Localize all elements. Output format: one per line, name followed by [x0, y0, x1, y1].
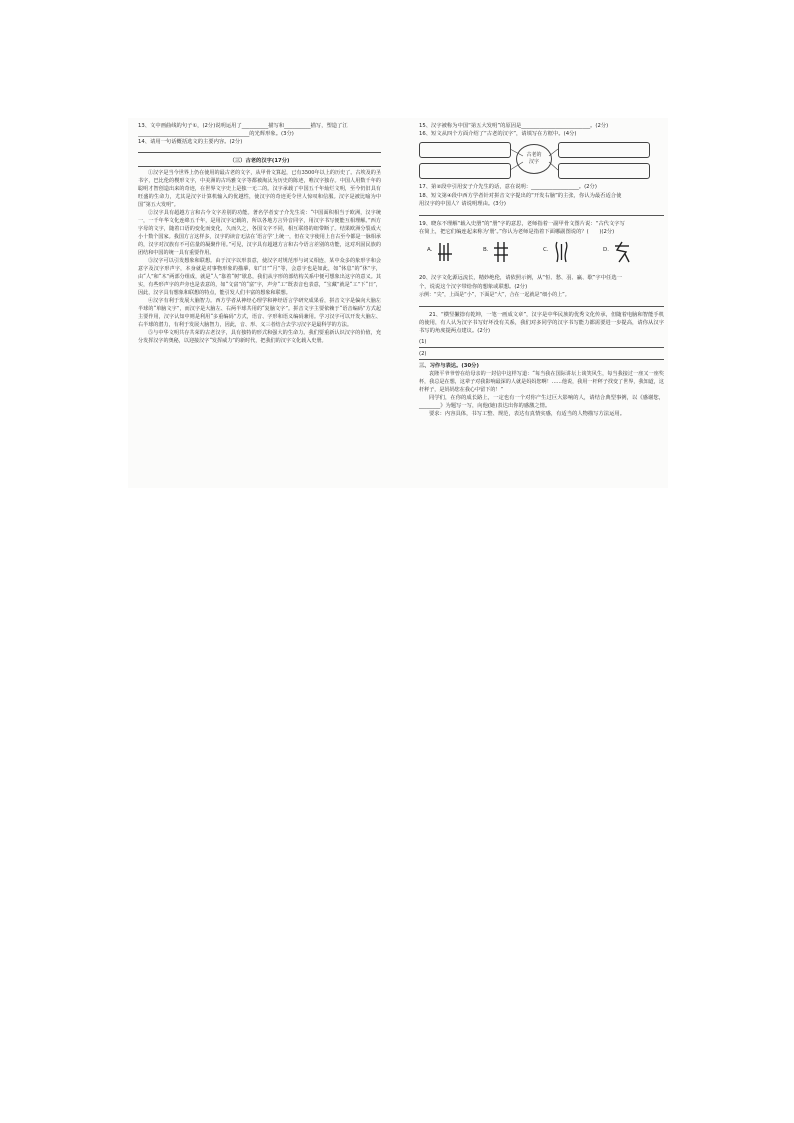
- question-20-example: 示例：“尖”，上面是“小”，下面是“大”，合在一起就是“细小的上”。: [419, 291, 570, 298]
- title-divider: [138, 166, 381, 167]
- four-aspects-diagram: [419, 140, 664, 180]
- center-label-1: 古老的: [526, 152, 542, 159]
- center-label-2: 汉字: [528, 159, 539, 166]
- option-c-label[interactable]: C.: [543, 247, 549, 254]
- aspect-box-3[interactable]: [558, 142, 650, 158]
- article-paragraph-3: ③汉字可以引发想象和联想。由于汉字以形表意，使汉字对规范形与词义相连，某中众多的象形字和会意字及汉字形声字，本身就是对事物形象的描摹，如“日”“月”等，会意字也是如此，如“休息”的“休”字，由“人”和“木”两部分组成，就是“人”靠着“树”歇息，我们从字形的部结构关系中便可想象出这字的意义。其实，有些形声字的声旁也是表意的，如“文富”的“富”字，声旁“工”既表音也表意，“宝藏”就是“工”下“日”，因此，汉字具有想象和联想的特点，能引发人们丰富的想象和联想。: [138, 257, 381, 296]
- article-paragraph-5: ⑤与中华文明共存共荣的古老汉字，具有独特的形式和强大的生命力。我们要重新认识汉字的价值，充分发挥汉字的奥秘，以迎接汉字“发挥威力”的新时代，把我们的汉字文化载入史册。: [138, 329, 381, 344]
- oracle-glyph-b-icon: [493, 240, 509, 264]
- question-13-line-2: __________________________________________的光辉形象。(3分): [138, 131, 294, 138]
- section-title-ancient-characters: （三）古老的汉字(17分): [229, 157, 290, 164]
- suggestion-2-field[interactable]: [419, 350, 664, 360]
- question-13-line-1: 13、文中画曲线的句子①，(2分)说明运用了__________描写和__________描写，塑造了江: [138, 123, 348, 129]
- left-column: [138, 122, 381, 345]
- aspect-box-2[interactable]: [419, 163, 511, 179]
- suggestion-1-field[interactable]: [419, 338, 664, 348]
- question-20-line-1: 20、汉字文化源远流长，精妙绝伦，请依照示例，从“恒、愁、羽、赢、歇”字中任选一: [419, 275, 622, 282]
- question-15: 15、汉字被称为中国“第五大发明”的原因是__________________________。(2分): [419, 123, 609, 129]
- essay-prompt: 同学们，在你的成长路上，一定也有一个对你产生过巨大影响的人，请结合典型事例，以《感谢您，________》为题写一写，向他(她)表达出你的感激之情。: [419, 394, 664, 410]
- part-3-title: 三、习作与表达。(30分): [419, 362, 479, 369]
- question-18-line-1: 18、短文第④段中西方学者针对拼音文字提出的“开发右脑”的主张，你认为最否适合使: [419, 192, 622, 199]
- question-19-line-2: 在简上，把它们编连起来称为‘册’。”你认为老师是指着下面哪副图说的？( )(2分): [419, 229, 615, 236]
- article-paragraph-4: ④汉字有利于发展大脑智力。西方学者从神经心理学和神经语言学研究成果看，拼音文字是偏向大脑左半球的“单脑文字”，而汉字是大脑左、右两半球共用的“复脑文字”。拼音文字主要依赖于“语音编码”方式起主要作用，汉字认知中则是利用“多重编码”方式，语音、字形和语义编码兼用。学习汉字可以开发大脑左、右半球的潜力，有利于发展大脑智力，因此，音、形、义三者结合去学习汉字是最科学的方法。: [138, 297, 381, 328]
- article-paragraph-2: ②汉字具有超越方言和古今文字差别的功能。著名学者安子介先生说：“中国面积相当于欧洲，汉字统一，一千年华文化连绵五千年，是用汉字记载的，所以各地方言异音同字，用汉字书写便能互相理解。”西方字母的文字，随着口语的变化而变化，久而久之，各国文字不同，相互联络的纽带断了。结果欧洲分裂成大小十数个国家。我国方言这样多，汉字的读音无法在‘语言学’上统一，但在文字使用上自古至今都是一脉相承的，汉字对汉族有不可估量的凝聚作用。”可见，汉字具有超越方言和古今语言差别的功能，这对巩固民族的团结和中国的统一具有重要作用。: [138, 209, 381, 256]
- suggestion-2-label: (2): [419, 350, 427, 357]
- answer-line: [138, 152, 381, 153]
- question-14: 14、请用一句话概括选文的主要内容。(2分): [138, 139, 243, 146]
- question-21: 21、“横竖撇捺有乾坤，一笔一画成文章”，汉字是中华民族的优秀文化传承，但随着电脑和智能手机的使用，有人认为汉字书写好坏没有关系，我们对多同学的汉字书写能力都需要进一步提高，请你从汉字书写的角度提两点建议。(2分): [419, 312, 664, 335]
- question-16: 16、短文从四个方面介绍了“古老的汉字”，请填写在方框中。(4分): [419, 131, 577, 138]
- essay-requirements: 要求：内容具体，书写工整、规范，表达有真情实感，有适当的人物描写方法运用。: [429, 411, 625, 418]
- oracle-glyph-c-icon: [553, 240, 571, 264]
- exam-sheet: [128, 118, 668, 488]
- aspect-box-4[interactable]: [558, 163, 650, 179]
- oracle-glyph-a-icon: [437, 240, 453, 264]
- suggestion-1-label: (1): [419, 338, 427, 345]
- essay-intro: 袁隆平爷爷曾在给母亲的一封信中这样写道：“每当我在国际讲坛上谈笑风生，每当我接过一座又一座奖杯，我总是在想，这辈子对我影响最深的人就是妈妈您啊！……他说，我用一杆秤子找变了世界，我知道，这杆秤子，是妈妈您在我心中留下的！”: [419, 370, 664, 393]
- option-a-label[interactable]: A.: [427, 247, 433, 254]
- option-d-label[interactable]: D.: [603, 247, 609, 254]
- right-column: [419, 122, 664, 418]
- question-17: 17、第②段中引用安子介先生的话，意在说明：__________________。(2分): [419, 184, 597, 191]
- oracle-glyph-d-icon: [613, 240, 631, 264]
- answer-line: [419, 306, 664, 307]
- question-18-line-2: 用汉字的中国人？请说明理由。(3分): [419, 200, 506, 207]
- question-19-line-1: 19、晓东不理解“载入史册”的“册”字的意思，老师指着一副甲骨文图片说：“古代文字写: [419, 221, 625, 228]
- question-20-line-2: 个，说说这个汉字带给你的想象或联想。(2分): [419, 283, 528, 290]
- option-b-label[interactable]: B.: [483, 247, 489, 254]
- oracle-glyph-options: [419, 240, 664, 270]
- answer-line: [419, 215, 664, 216]
- article-paragraph-1: ①汉字是当今世界上仍在使用的最古老的文字，从甲骨文算起，已有3500年以上的历史了。古埃及的圣书字，巴比伦的楔形文字，中美洲的古玛雅文字等都被淘汰为历史的陈迹，唯汉字独存。中国人用数千年的聪明才智创造出来的奇迹，在世界文字史上是独一无二的。汉字承载了中国五千年灿烂文明，至今仍旧具有旺盛的生命力，尤其是汉字计算机输入的优越性，使汉字的奇迹更令世人惊叹和信服。汉字是被比喻为中国“第五大发明”。: [138, 169, 381, 208]
- aspect-box-1[interactable]: [419, 142, 511, 158]
